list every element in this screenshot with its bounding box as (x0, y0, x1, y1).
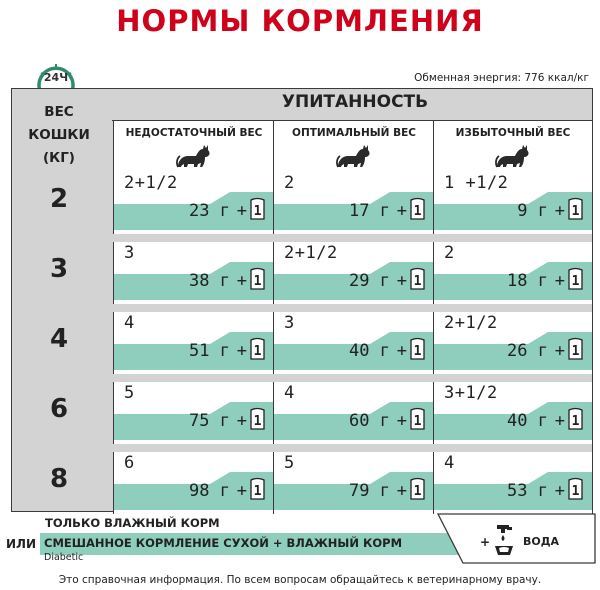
water-box (437, 512, 597, 564)
dry-food-grams: 9 г (517, 201, 548, 221)
weight-column-header (13, 101, 105, 170)
mixed-feeding-label: СМЕШАННОЕ КОРМЛЕНИЕ СУХОЙ + ВЛАЖНЫЙ КОРМ (44, 536, 403, 550)
cans-per-day: 4 (124, 313, 135, 333)
cans-per-day: 2+1/2 (444, 313, 498, 333)
table-cell (433, 172, 593, 234)
table-cell (113, 382, 275, 444)
table-cell (433, 242, 593, 304)
product-name: Diabetic (44, 552, 84, 563)
wet-only-label: ТОЛЬКО ВЛАЖНЫЙ КОРМ (45, 516, 220, 530)
dry-food-grams: 40 г (507, 411, 548, 431)
svg-text:1: 1 (413, 204, 422, 219)
svg-text:1: 1 (413, 274, 422, 289)
column-header-1 (113, 121, 275, 172)
cat-icon (495, 143, 531, 169)
plus-sign: + (396, 341, 407, 361)
plus-sign: + (396, 271, 407, 291)
plus-sign: + (554, 201, 565, 221)
pouch-count (249, 196, 266, 221)
pouch-count (249, 406, 266, 431)
column-header-label: ОПТИМАЛЬНЫЙ ВЕС (292, 127, 416, 139)
column-header-label: НЕДОСТАТОЧНЫЙ ВЕС (125, 127, 263, 139)
dry-food-grams: 79 г (349, 481, 390, 501)
pouch-icon (249, 476, 266, 501)
cans-per-day: 3+1/2 (444, 383, 498, 403)
plus-sign: + (236, 481, 247, 501)
plus-sign: + (554, 341, 565, 361)
weight-header-line-2: КОШКИ (28, 127, 90, 143)
row-weight-5: 8 (49, 464, 69, 494)
pouch-count (567, 336, 584, 361)
energy-label: Обменная энергия: 776 ккал/кг (414, 72, 589, 84)
cans-per-day: 3 (124, 243, 135, 263)
pouch-icon (567, 476, 584, 501)
table-cell (273, 242, 435, 304)
pouch-icon (249, 196, 266, 221)
cans-per-day: 1 +1/2 (444, 173, 509, 193)
pouch-count (409, 196, 426, 221)
svg-text:1: 1 (253, 344, 262, 359)
pouch-icon (567, 196, 584, 221)
svg-text:1: 1 (571, 484, 580, 499)
plus-sign: + (554, 271, 565, 291)
pouch-count (567, 476, 584, 501)
pouch-icon (409, 406, 426, 431)
cans-per-day: 5 (124, 383, 135, 403)
table-cell (113, 242, 275, 304)
cans-per-day: 4 (284, 383, 295, 403)
svg-text:1: 1 (571, 274, 580, 289)
water-bowl-icon (493, 524, 515, 558)
table-cell (113, 312, 275, 374)
pouch-icon (409, 196, 426, 221)
plus-sign: + (236, 341, 247, 361)
svg-text:1: 1 (253, 204, 262, 219)
plus-sign: + (236, 411, 247, 431)
table-cell (113, 172, 275, 234)
plus-sign: + (396, 481, 407, 501)
pouch-count (249, 266, 266, 291)
water-label: ВОДА (523, 535, 560, 548)
svg-text:1: 1 (253, 414, 262, 429)
svg-text:1: 1 (571, 204, 580, 219)
nutrition-header: УПИТАННОСТЬ (281, 92, 429, 112)
plus-sign: + (236, 271, 247, 291)
cans-per-day: 2 (284, 173, 295, 193)
pouch-count (409, 266, 426, 291)
plus-sign: + (554, 411, 565, 431)
cans-per-day: 3 (284, 313, 295, 333)
svg-text:1: 1 (413, 414, 422, 429)
clock-label: 24Ч (43, 71, 69, 84)
dry-food-grams: 38 г (189, 271, 230, 291)
table-cell (433, 312, 593, 374)
or-label: ИЛИ (6, 537, 37, 551)
weight-header-line-3: (КГ) (43, 150, 75, 166)
dry-food-grams: 29 г (349, 271, 390, 291)
pouch-count (409, 476, 426, 501)
table-cell (273, 382, 435, 444)
weight-header-line-1: ВЕС (44, 104, 74, 120)
water-plus: + (480, 535, 491, 549)
pouch-icon (409, 266, 426, 291)
cat-icon (176, 143, 212, 169)
dry-food-grams: 51 г (189, 341, 230, 361)
pouch-count (249, 336, 266, 361)
pouch-icon (567, 336, 584, 361)
svg-text:1: 1 (413, 484, 422, 499)
cat-icon (336, 143, 372, 169)
row-weight-4: 6 (49, 394, 69, 424)
dry-food-grams: 40 г (349, 341, 390, 361)
row-weight-3: 4 (49, 324, 69, 354)
svg-text:1: 1 (413, 344, 422, 359)
dry-food-grams: 98 г (189, 481, 230, 501)
dry-food-grams: 60 г (349, 411, 390, 431)
table-cell (433, 452, 593, 514)
column-header-3 (433, 121, 593, 172)
dry-food-grams: 17 г (349, 201, 390, 221)
table-cell (113, 452, 275, 514)
pouch-count (567, 406, 584, 431)
column-header-2 (273, 121, 435, 172)
cans-per-day: 2 (444, 243, 455, 263)
svg-text:1: 1 (571, 344, 580, 359)
dry-food-grams: 75 г (189, 411, 230, 431)
plus-sign: + (396, 201, 407, 221)
pouch-icon (249, 336, 266, 361)
svg-text:1: 1 (253, 274, 262, 289)
cat-silhouette-icon (495, 143, 531, 169)
plus-sign: + (554, 481, 565, 501)
plus-sign: + (396, 411, 407, 431)
cat-silhouette-icon (176, 143, 212, 169)
cans-per-day: 2+1/2 (284, 243, 338, 263)
cans-per-day: 4 (444, 453, 455, 473)
pouch-icon (409, 476, 426, 501)
pouch-icon (249, 266, 266, 291)
row-weight-2: 3 (49, 254, 69, 284)
table-cell (273, 172, 435, 234)
dry-food-grams: 23 г (189, 201, 230, 221)
disclaimer-footer: Это справочная информация. По всем вопросам обращайтесь к ветеринарному врачу. (58, 574, 542, 586)
svg-text:1: 1 (571, 414, 580, 429)
pouch-icon (567, 266, 584, 291)
cat-silhouette-icon (336, 143, 372, 169)
row-weight-1: 2 (49, 184, 69, 214)
dry-food-grams: 18 г (507, 271, 548, 291)
pouch-icon (409, 336, 426, 361)
table-cell (273, 452, 435, 514)
svg-text:1: 1 (253, 484, 262, 499)
table-cell (273, 312, 435, 374)
pouch-count (567, 196, 584, 221)
table-cell (433, 382, 593, 444)
dry-food-grams: 26 г (507, 341, 548, 361)
pouch-count (409, 406, 426, 431)
page-title: НОРМЫ КОРМЛЕНИЯ (116, 4, 484, 38)
pouch-icon (249, 406, 266, 431)
dry-food-grams: 53 г (507, 481, 548, 501)
pouch-count (409, 336, 426, 361)
pouch-count (567, 266, 584, 291)
pouch-count (249, 476, 266, 501)
cans-per-day: 5 (284, 453, 295, 473)
cans-per-day: 6 (124, 453, 135, 473)
pouch-icon (567, 406, 584, 431)
plus-sign: + (236, 201, 247, 221)
cans-per-day: 2+1/2 (124, 173, 178, 193)
column-header-label: ИЗБЫТОЧНЫЙ ВЕС (455, 127, 571, 139)
